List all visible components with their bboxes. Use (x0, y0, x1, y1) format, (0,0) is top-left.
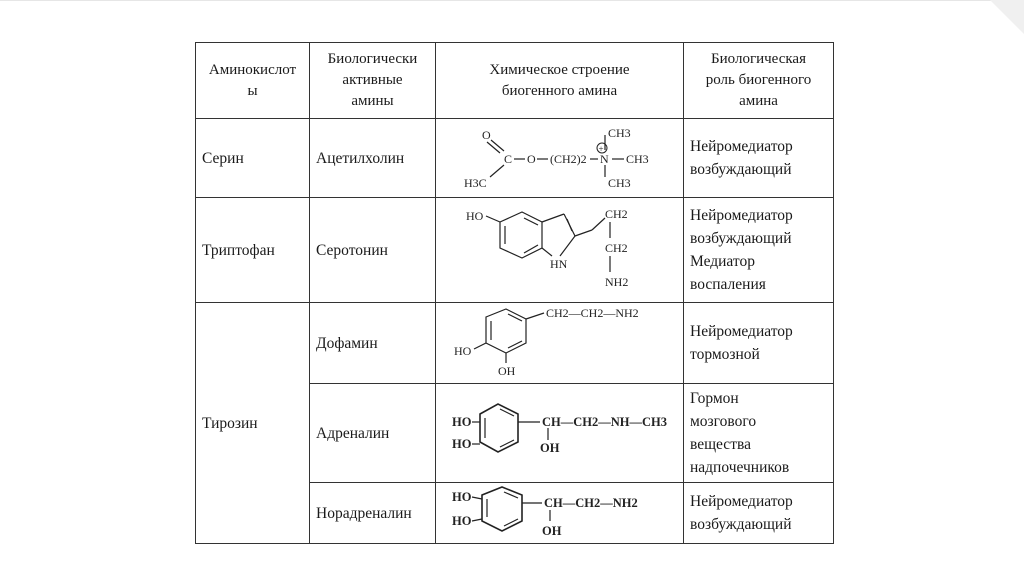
header-amine (310, 43, 436, 119)
role-line: тормозной (690, 346, 760, 363)
role-line: Нейромедиатор (690, 493, 793, 510)
header-amino-acid-text: Аминокислот ы (208, 61, 297, 99)
role-line: Медиатор (690, 253, 755, 270)
label-ho: HO (452, 490, 472, 504)
cell-amine: Серотонин (310, 198, 436, 303)
role-line: Нейромедиатор (690, 323, 793, 340)
table-row (196, 198, 834, 303)
label-ch3-bottom: CH3 (608, 176, 631, 190)
table-header-row (196, 43, 834, 119)
label-chain: (CH2)2 (550, 152, 587, 166)
label-ho: HO (454, 344, 472, 358)
label-ch2-a: CH2 (605, 207, 628, 221)
role-line: Нейромедиатор (690, 138, 793, 155)
label-chain: CH2—CH2—NH2 (546, 306, 639, 320)
role-line: возбуждающий (690, 230, 792, 247)
cell-amino-acid: Триптофан (196, 198, 310, 303)
cell-structure-adrenaline (436, 384, 684, 483)
label-hn: HN (550, 257, 568, 271)
header-amino-acid (196, 43, 310, 119)
role-line: Нейромедиатор (690, 207, 793, 224)
table-row (196, 119, 834, 198)
label-ho: HO (452, 514, 472, 528)
label-c: C (504, 152, 513, 166)
role-line: возбуждающий (690, 516, 792, 533)
label-n: N (600, 152, 609, 166)
label-ho: HO (466, 209, 484, 223)
cell-role (684, 483, 834, 544)
serotonin-structure (442, 200, 688, 300)
label-ho: HO (452, 415, 472, 429)
label-oh: OH (498, 364, 516, 378)
role-line: мозгового (690, 413, 757, 430)
label-oh: OH (542, 524, 562, 538)
label-h3c: H3C (464, 176, 487, 190)
acetylcholine-structure (442, 121, 688, 195)
cell-structure-dopamine (436, 303, 684, 384)
header-structure (436, 43, 684, 119)
cell-structure-serotonin (436, 198, 684, 303)
role-line: Гормон (690, 390, 739, 407)
role-line: надпочечников (690, 459, 790, 476)
cell-role (684, 119, 834, 198)
cell-structure-noradrenaline (436, 483, 684, 544)
slide-top-line (0, 0, 1024, 1)
role-line: возбуждающий (690, 161, 792, 178)
label-plus: + (598, 144, 604, 154)
cell-amino-acid: Серин (196, 119, 310, 198)
header-role-text: Биологическая роль биогенного амина (705, 51, 812, 109)
slide-corner-fold (990, 0, 1024, 34)
dopamine-structure (442, 305, 688, 381)
role-line: вещества (690, 436, 751, 453)
cell-amine: Адреналин (310, 384, 436, 483)
label-o-ester: O (527, 152, 536, 166)
label-ho: HO (452, 437, 472, 451)
table-row (196, 303, 834, 384)
header-role (684, 43, 834, 119)
label-o-top: O (482, 128, 491, 142)
biogenic-amines-table (195, 42, 834, 544)
noradrenaline-structure (442, 485, 688, 541)
label-chain: CH—CH2—NH—CH3 (542, 415, 667, 429)
label-ch2-b: CH2 (605, 241, 628, 255)
cell-role (684, 384, 834, 483)
cell-role (684, 198, 834, 303)
cell-amino-acid: Тирозин (196, 303, 310, 544)
label-nh2: NH2 (605, 275, 629, 289)
label-ch3-right: CH3 (626, 152, 649, 166)
label-ch3-top: CH3 (608, 126, 631, 140)
label-oh: OH (540, 441, 560, 455)
cell-structure-acetylcholine (436, 119, 684, 198)
label-chain: CH—CH2—NH2 (544, 496, 638, 510)
role-line: воспаления (690, 276, 766, 293)
header-amine-text: Биологически активные амины (327, 51, 418, 109)
cell-amine: Дофамин (310, 303, 436, 384)
cell-amine: Норадреналин (310, 483, 436, 544)
header-structure-text: Химическое строение биогенного амина (489, 61, 630, 99)
adrenaline-structure (442, 386, 688, 480)
cell-amine: Ацетилхолин (310, 119, 436, 198)
cell-role (684, 303, 834, 384)
